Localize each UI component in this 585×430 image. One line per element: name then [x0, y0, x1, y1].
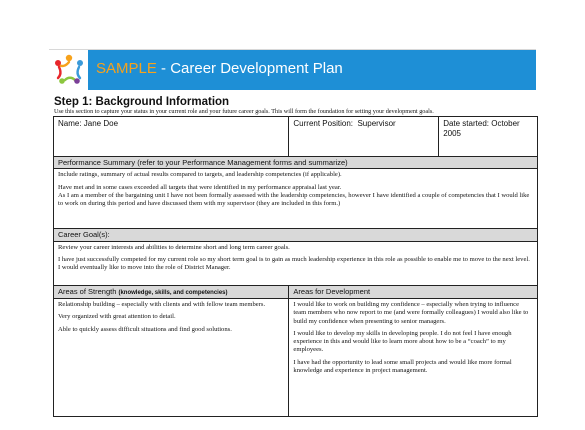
areas-heading-row — [54, 285, 538, 299]
strengths-heading — [54, 285, 289, 299]
step-title: Step 1: Background Information — [54, 96, 230, 108]
performance-text-2: As I am a member of the bargaining unit I have not been formally assessed with the leadership competencies, however I have identified a couple of competencies that I would like to work on during this period and have discussed them with my supervisor (they are included in this form.) — [58, 191, 530, 208]
areas-body-row — [54, 299, 538, 417]
performance-heading: Performance Summary (refer to your Performance Management forms and summarize) — [54, 157, 538, 169]
list-item: Able to quickly assess difficult situations and find good solutions. — [58, 325, 232, 333]
title-text: - Career Development Plan — [156, 60, 343, 77]
list-item: I would like to work on building my confidence – especially when trying to influence team members who now report to me (and were formally colleagues) I would also like to build my confidence when presenting to senior managers. — [293, 301, 529, 325]
date-value: October 2005 — [443, 119, 520, 138]
career-instruction: Review your career interests and abilities to determine short and long term career goals. — [58, 243, 290, 251]
performance-text-1: Have met and in some cases exceeded all targets that were identified in my performance appraisal last year. — [58, 183, 342, 191]
step-description: Use this section to capture your status in your current role and your future career goals. This will form the foundation for setting your development goals. — [54, 108, 434, 115]
career-body[interactable] — [54, 241, 538, 285]
position-label: Current Position: — [293, 119, 353, 128]
date-label: Date started: — [443, 119, 489, 128]
page-title — [96, 60, 343, 77]
career-heading-row — [54, 229, 538, 241]
people-logo-icon — [52, 50, 86, 88]
position-value: Supervisor — [357, 119, 396, 128]
career-heading: Career Goal(s): — [54, 229, 538, 241]
list-item: Very organized with great attention to detail. — [58, 313, 176, 321]
position-cell[interactable] — [289, 117, 439, 157]
name-value: Name: Jane Doe — [58, 119, 119, 128]
plan-table — [53, 116, 538, 417]
info-row — [54, 117, 538, 157]
list-item: I would like to develop my skills in developing people. I do not feel I have enough experience in this and would like to learn more about how to be a “coach” to my employees. — [293, 329, 512, 354]
development-body[interactable] — [289, 299, 538, 417]
sample-label: SAMPLE — [96, 60, 157, 77]
performance-instruction: Include ratings, summary of actual results compared to targets, and leadership competencies (if applicable). — [58, 171, 342, 179]
performance-body[interactable] — [54, 169, 538, 229]
strengths-body[interactable] — [54, 299, 289, 417]
strengths-heading-label: Areas of Strength — [58, 286, 117, 296]
performance-heading-row — [54, 157, 538, 169]
list-item: I have had the opportunity to lead some small projects and would like more formal knowledge and experience in project management. — [293, 358, 512, 374]
strengths-heading-note: (knowledge, skills, and competencies) — [118, 289, 228, 296]
performance-body-row — [54, 169, 538, 229]
development-heading: Areas for Development — [289, 285, 538, 299]
date-cell[interactable] — [439, 117, 538, 157]
list-item: Relationship building – especially with clients and with fellow team members. — [58, 301, 266, 309]
career-text: I have just successfully competed for my current role so my short term goal is to gain as much leadership experience in this role as possible to enable me to move to the next level. I would eventually like to move into the role of District Manager. — [58, 255, 530, 272]
career-body-row — [54, 241, 538, 285]
name-cell[interactable] — [54, 117, 289, 157]
